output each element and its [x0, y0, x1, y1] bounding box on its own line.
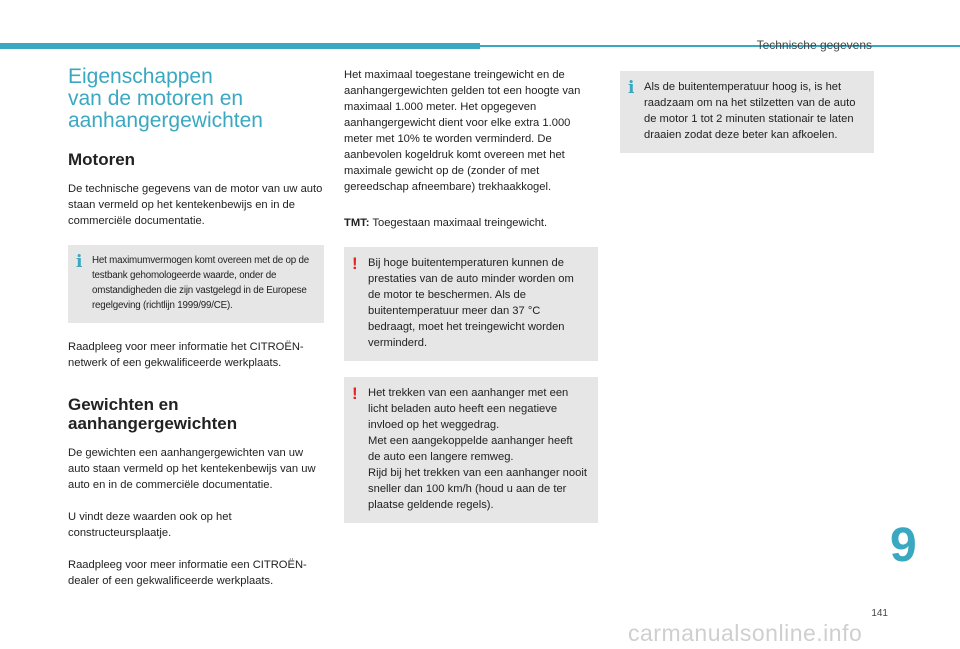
- header-rule: [480, 45, 960, 47]
- info-icon: i: [628, 78, 635, 98]
- warning-text-2: Met een aangekoppelde aanhanger heeft de auto een langere remweg.: [368, 435, 573, 463]
- paragraph-tmt: [344, 215, 598, 231]
- page-number: 141: [871, 608, 888, 619]
- info-box-max-power: [68, 245, 324, 323]
- paragraph-max-train-weight: Het maximaal toegestane treingewicht en de aanhangergewichten gelden tot een hoogte van maximaal 1.000 meter. Het opgegeven aanhangergewicht dient voor elke extra 1.000 meter met 10% te worden verminderd. De aanbevolen kogeldruk komt overeen met het maximale gewicht op de (zonder of met gereedschap afneembare) trekhaakkogel.: [344, 69, 581, 193]
- column-right: [620, 71, 874, 169]
- info-box-text: Als de buitentemperatuur hoog is, is het raadzaam om na het stilzetten van de auto de motor 1 tot 2 minuten stationair te laten draaien zodat deze beter kan afkoelen.: [644, 81, 856, 141]
- info-box-text: Het maximumvermogen komt overeen met de op de testbank gehomologeerde waarde, onder de omstandigheden die zijn vastgelegd in de Europese regelgeving (richtlijn 1999/99/CE).: [92, 255, 309, 311]
- column-middle: [344, 67, 598, 539]
- header-accent-bar: [0, 43, 480, 49]
- page-title: Eigenschappen van de motoren en aanhangergewichten: [68, 65, 263, 132]
- info-box-cooling: [620, 71, 874, 153]
- column-left: [68, 66, 324, 605]
- warning-icon: !: [352, 254, 358, 273]
- warning-text-1: Het trekken van een aanhanger met een licht beladen auto heeft een negatieve invloed op het weggedrag.: [368, 387, 569, 431]
- warning-box-trailer: [344, 377, 598, 523]
- tmt-text: Toegestaan maximaal treingewicht.: [369, 217, 548, 229]
- paragraph-citroen-network: Raadpleeg voor meer informatie het CITROËN-netwerk of een gekwalificeerde werkplaats.: [68, 341, 304, 369]
- paragraph-plate: U vindt deze waarden ook op het constructeursplaatje.: [68, 511, 232, 539]
- paragraph-motor-data: De technische gegevens van de motor van uw auto staan vermeld op het kentekenbewijs en in de commerciële documentatie.: [68, 183, 323, 227]
- info-icon: i: [76, 252, 83, 272]
- heading-gewichten: Gewichten en aanhangergewichten: [68, 395, 238, 433]
- watermark: carmanualsonline.info: [628, 620, 863, 646]
- chapter-number: 9: [890, 519, 917, 572]
- section-title: Technische gegevens: [756, 38, 872, 52]
- heading-motoren: Motoren: [68, 150, 136, 169]
- warning-icon: !: [352, 384, 358, 403]
- paragraph-dealer: Raadpleeg voor meer informatie een CITROËN-dealer of een gekwalificeerde werkplaats.: [68, 559, 307, 587]
- warning-box-temperature: [344, 247, 598, 361]
- warning-text-3: Rijd bij het trekken van een aanhanger nooit sneller dan 100 km/h (houd u aan de ter plaatse geldende regels).: [368, 467, 587, 511]
- paragraph-weights: De gewichten een aanhangergewichten van uw auto staan vermeld op het kentekenbewijs van uw auto en in de commerciële documentatie.: [68, 447, 316, 491]
- tmt-label: TMT:: [344, 217, 370, 229]
- warning-text: Bij hoge buitentemperaturen kunnen de prestaties van de auto minder worden om de motor te beschermen. Als de buitentemperatuur meer dan 37 °C bedraagt, moet het treingewicht worden verminderd.: [368, 257, 574, 349]
